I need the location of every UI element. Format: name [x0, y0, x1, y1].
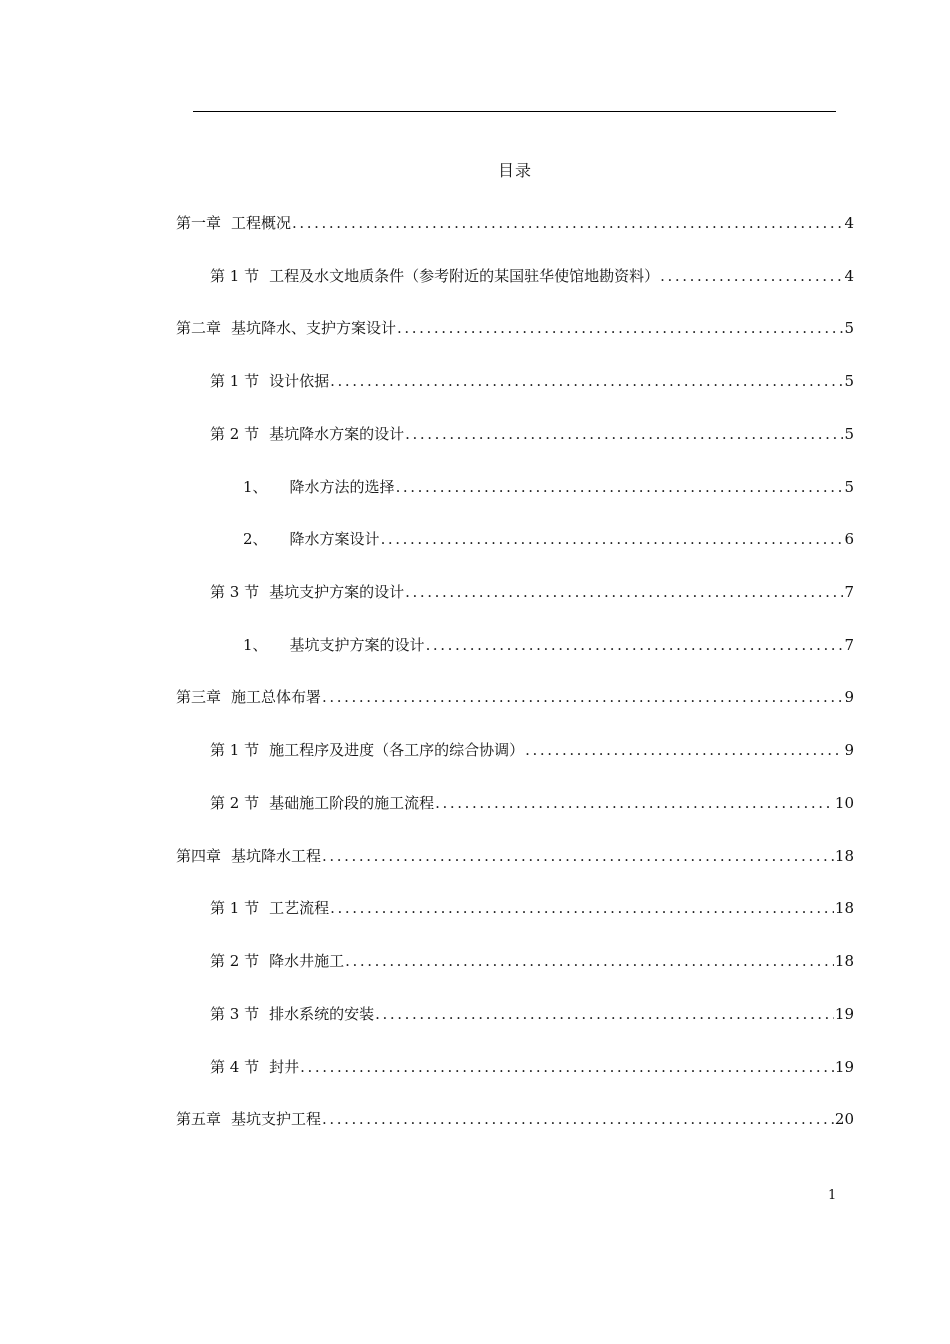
toc-entry[interactable] [176, 844, 854, 868]
entry-title: 设计依据 [269, 372, 330, 390]
dot-leader [396, 475, 844, 499]
entry-page-number: 4 [844, 267, 854, 285]
toc-entry[interactable] [210, 580, 854, 604]
entry-title: 基础施工阶段的施工流程 [269, 794, 435, 812]
entry-page-number: 6 [844, 530, 854, 548]
entry-page-number: 9 [844, 688, 854, 706]
entry-page-number: 18 [834, 847, 854, 865]
entry-title: 工程及水文地质条件（参考附近的某国驻华使馆地勘资料） [269, 267, 660, 285]
dot-leader [397, 316, 843, 340]
dot-leader [322, 844, 834, 868]
dot-leader [381, 527, 844, 551]
chapter-number: 第三章 [176, 688, 222, 706]
dot-leader [660, 264, 843, 288]
entry-title: 基坑降水方案的设计 [269, 425, 405, 443]
entry-title: 封井 [269, 1058, 300, 1076]
toc-entry[interactable] [210, 264, 854, 288]
entry-title: 降水井施工 [269, 952, 345, 970]
toc-entry[interactable] [210, 369, 854, 393]
dot-leader [330, 896, 834, 920]
toc-entry[interactable] [210, 949, 854, 973]
dot-leader [426, 633, 844, 657]
section-number: 第 3 节 [210, 1005, 260, 1023]
section-number: 第 2 节 [210, 794, 260, 812]
entry-page-number: 5 [844, 425, 854, 443]
entry-page-number: 5 [844, 319, 854, 337]
entry-title: 排水系统的安装 [269, 1005, 375, 1023]
entry-page-number: 19 [834, 1058, 854, 1076]
dot-leader [405, 580, 843, 604]
chapter-number: 第四章 [176, 847, 222, 865]
entry-page-number: 7 [844, 583, 854, 601]
entry-title: 工程概况 [231, 214, 292, 232]
toc-entry[interactable] [210, 738, 854, 762]
toc-entry[interactable] [210, 1002, 854, 1026]
entry-title: 降水方案设计 [289, 530, 380, 548]
dot-leader [435, 791, 834, 815]
item-number: 2、 [243, 530, 268, 548]
entry-page-number: 9 [844, 741, 854, 759]
entry-page-number: 10 [834, 794, 854, 812]
toc-entry[interactable] [243, 475, 854, 499]
chapter-number: 第五章 [176, 1110, 222, 1128]
toc-entry[interactable] [243, 527, 854, 551]
dot-leader [405, 422, 843, 446]
toc-entry[interactable] [176, 1107, 854, 1131]
entry-title: 降水方法的选择 [289, 478, 395, 496]
toc-entry[interactable] [210, 422, 854, 446]
section-number: 第 1 节 [210, 372, 260, 390]
entry-page-number: 18 [834, 899, 854, 917]
section-number: 第 1 节 [210, 741, 260, 759]
entry-title: 基坑支护方案的设计 [269, 583, 405, 601]
dot-leader [322, 685, 843, 709]
entry-page-number: 18 [834, 952, 854, 970]
item-number: 1、 [243, 636, 268, 654]
dot-leader [375, 1002, 834, 1026]
dot-leader [322, 1107, 834, 1131]
entry-title: 基坑降水、支护方案设计 [231, 319, 397, 337]
toc-entry[interactable] [176, 316, 854, 340]
dot-leader [300, 1055, 834, 1079]
item-number: 1、 [243, 478, 268, 496]
toc-entry[interactable] [210, 791, 854, 815]
toc-title: 目录 [497, 161, 532, 180]
entry-page-number: 4 [844, 214, 854, 232]
entry-title: 基坑降水工程 [231, 847, 322, 865]
section-number: 第 1 节 [210, 267, 260, 285]
section-number: 第 1 节 [210, 899, 260, 917]
chapter-number: 第二章 [176, 319, 222, 337]
entry-page-number: 7 [844, 636, 854, 654]
entry-title: 基坑支护方案的设计 [289, 636, 425, 654]
entry-page-number: 19 [834, 1005, 854, 1023]
section-number: 第 2 节 [210, 952, 260, 970]
dot-leader [525, 738, 843, 762]
dot-leader [292, 211, 843, 235]
entry-page-number: 5 [844, 372, 854, 390]
toc-entry[interactable] [210, 896, 854, 920]
entry-title: 基坑支护工程 [231, 1110, 322, 1128]
dot-leader [345, 949, 834, 973]
toc-entry[interactable] [210, 1055, 854, 1079]
section-number: 第 4 节 [210, 1058, 260, 1076]
section-number: 第 2 节 [210, 425, 260, 443]
entry-page-number: 20 [834, 1110, 854, 1128]
entry-title: 施工程序及进度（各工序的综合协调） [269, 741, 525, 759]
toc-entry[interactable] [176, 685, 854, 709]
entry-title: 施工总体布署 [231, 688, 322, 706]
entry-title: 工艺流程 [269, 899, 330, 917]
chapter-number: 第一章 [176, 214, 222, 232]
dot-leader [330, 369, 843, 393]
entry-page-number: 5 [844, 478, 854, 496]
section-number: 第 3 节 [210, 583, 260, 601]
toc-entry[interactable] [243, 633, 854, 657]
toc-entry[interactable] [176, 211, 854, 235]
footer-page-number: 1 [828, 1188, 837, 1203]
